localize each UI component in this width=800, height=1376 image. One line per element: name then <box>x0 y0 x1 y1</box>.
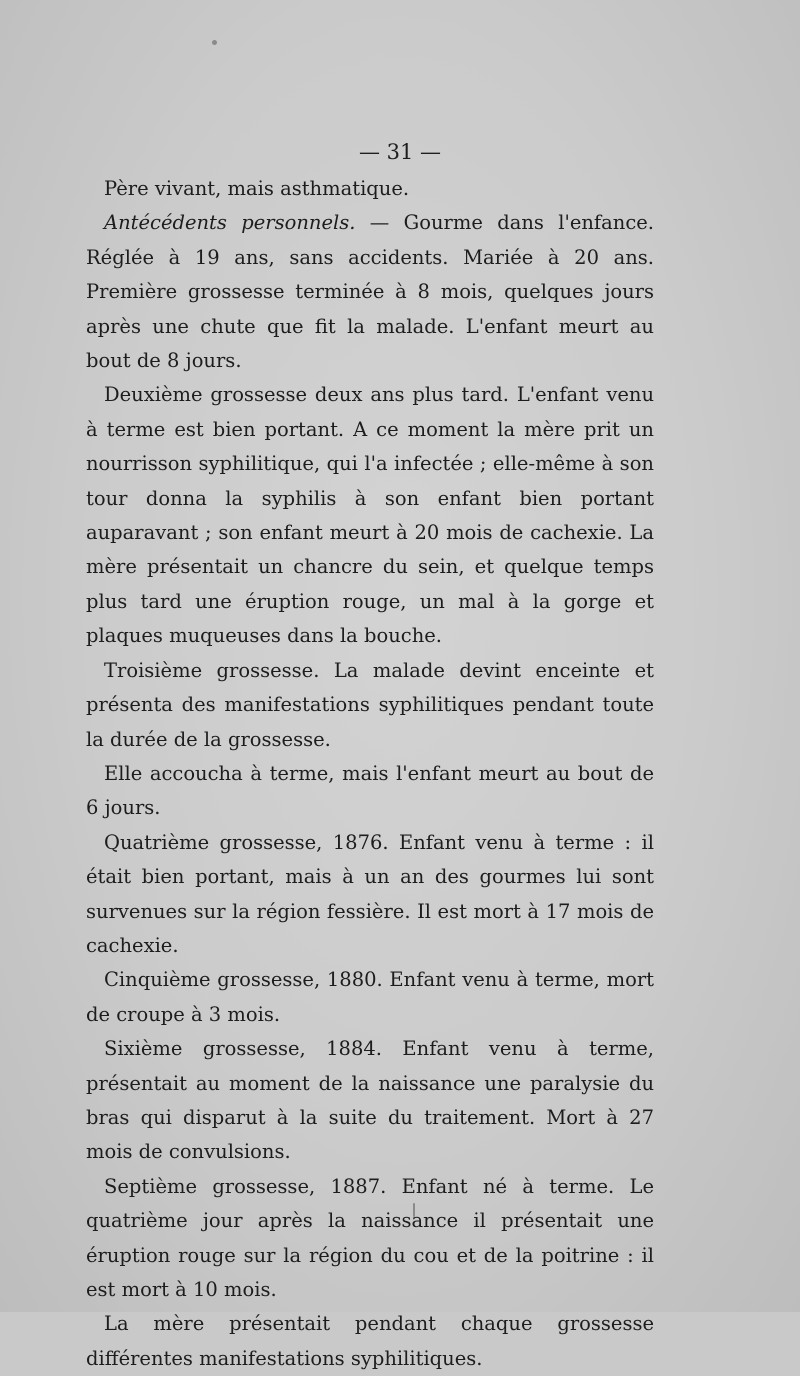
paragraph: La mère présentait pendant chaque grossesse différentes manifestations syphilitiques. <box>86 1312 654 1370</box>
paragraph: Cinquième grossesse, 1880. Enfant venu à terme, mort de croupe à 3 mois. <box>86 968 654 1026</box>
paragraph: Deuxième grossesse deux ans plus tard. L'enfant venu à terme est bien portant. A ce moment la mère prit un nourrisson syphilitique, qui l'a infectée ; elle-même à son tour donna la syphilis à son enfant bien portant auparavant ; son enfant meurt à 20 mois de cachexie. La mère présentait un chancre du sein, et quelque temps plus tard une éruption rouge, un mal à la gorge et plaques muqueuses dans la bouche. <box>86 383 654 648</box>
paragraph: Sixième grossesse, 1884. Enfant venu à terme, présentait au moment de la naissance une paralysie du bras qui disparut à la suite du traitement. Mort à 27 mois de convulsions. <box>86 1037 654 1164</box>
paragraph: Antécédents personnels. — Gourme dans l'enfance. Réglée à 19 ans, sans accidents. Mariée à 20 ans. Première grossesse terminée à 8 mois, quelques jours après une chute que fit la malade. L'enfant meurt au bout de 8 jours. <box>86 211 654 373</box>
print-speck <box>212 40 217 45</box>
paragraph: Septième grossesse, 1887. Enfant né à terme. Le quatrième jour après la naissance il présentait une éruption rouge sur la région du cou et de la poitrine : il est mort à 10 mois. <box>86 1174 654 1301</box>
paragraph: Elle accoucha à terme, mais l'enfant meurt au bout de 6 jours. <box>86 761 654 820</box>
page-number: — 31 — <box>358 140 442 164</box>
body-text <box>86 172 654 1376</box>
paragraph: Troisième grossesse. La malade devint enceinte et présenta des manifestations syphilitiques pendant toute la durée de la grossesse. <box>86 658 654 751</box>
paragraph: Quatrième grossesse, 1876. Enfant venu à terme : il était bien portant, mais à un an des gourmes lui sont survenues sur la région fessière. Il est mort à 17 mois de cachexie. <box>86 830 654 957</box>
paragraph: Père vivant, mais asthmatique. <box>104 177 410 200</box>
section-heading: Antécédents personnels. <box>104 211 356 235</box>
